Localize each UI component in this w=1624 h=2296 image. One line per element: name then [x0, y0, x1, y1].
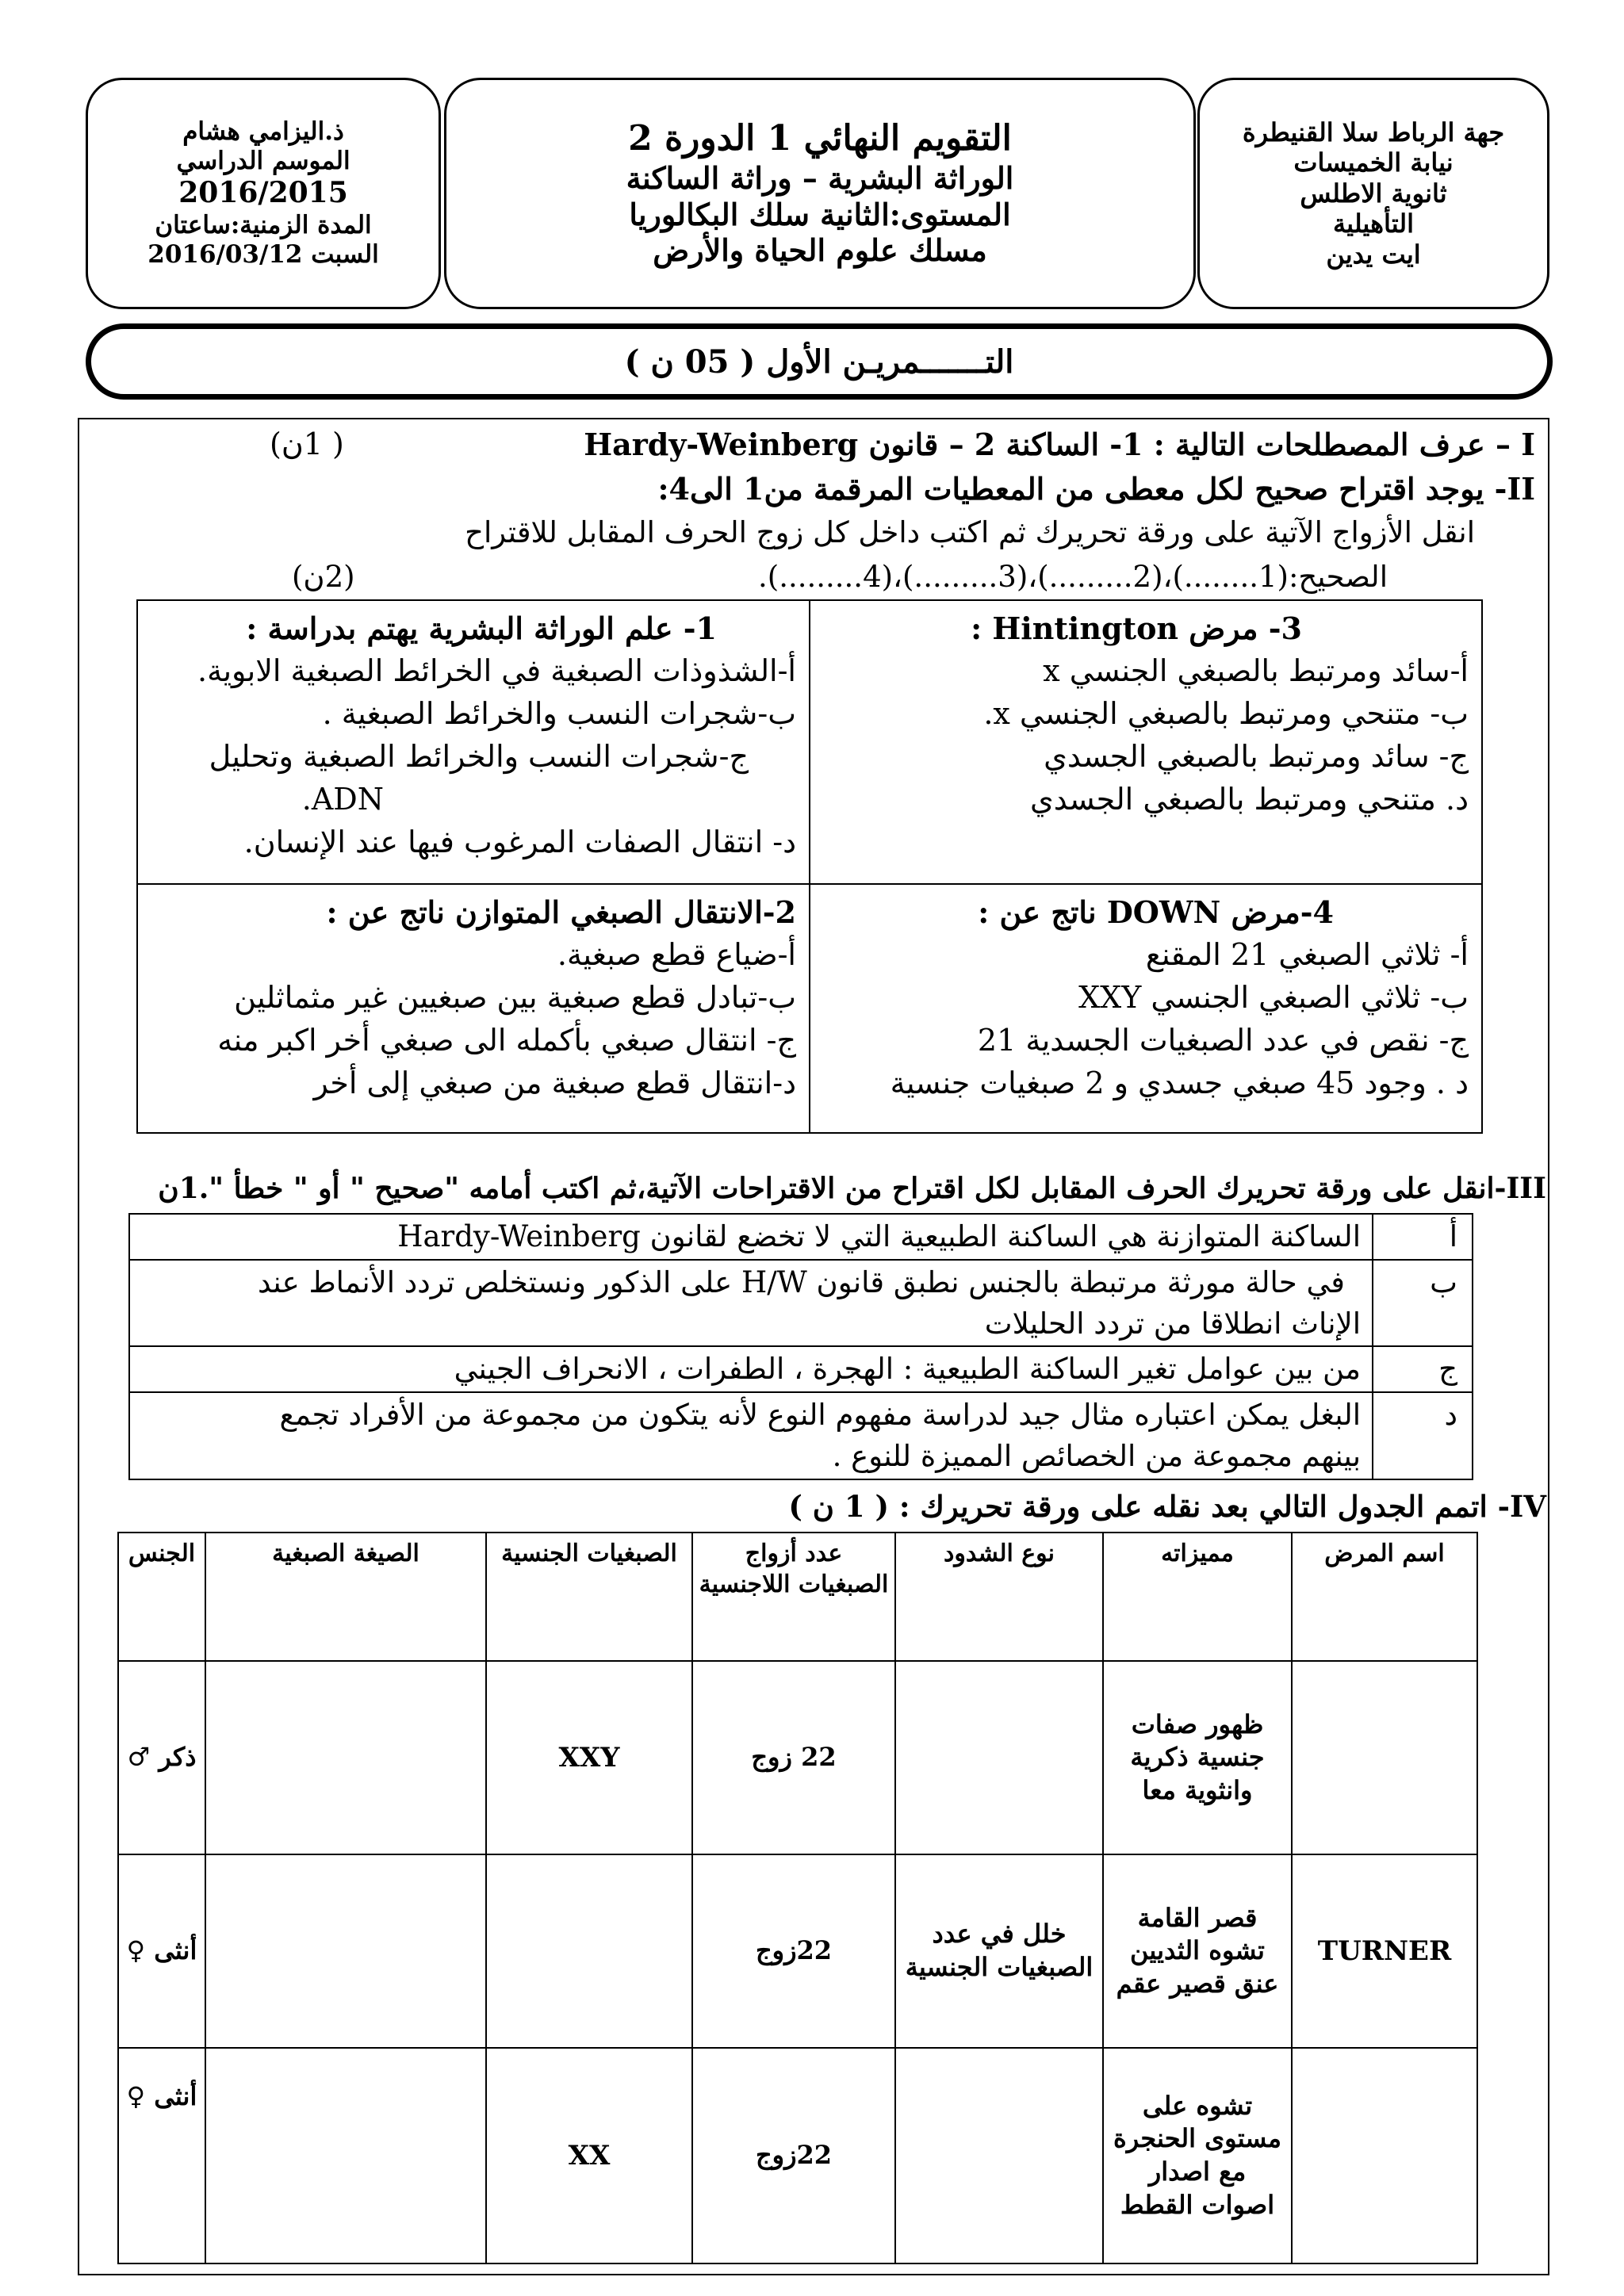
- exam-date: السبت 2016/03/12: [147, 239, 379, 269]
- tf-row: [129, 1346, 1473, 1392]
- exam-info-box: [444, 78, 1196, 309]
- q3-title: 3- مرض Hintington :: [971, 610, 1302, 646]
- part2-title: II- يوجد اقتراح صحيح لكل معطى من المعطيات المرقمة من1 الى4:: [657, 471, 1535, 507]
- q4-title: 4-مرض DOWN ناتج عن :: [978, 894, 1334, 930]
- q1-option-c: ج-شجرات النسب والخرائط الصبغية وتحليل: [209, 738, 749, 774]
- season-year: 2016/2015: [178, 176, 348, 210]
- disease-table-header: [118, 1533, 1477, 1661]
- tf-statement: بينهم مجموعة من الخصائص المميزة للنوع .: [832, 1438, 1361, 1473]
- mcq-question-1: [137, 600, 810, 884]
- part4-title: IV- اتمم الجدول التالي بعد نقله على ورقة تحريرك : ( 1 ن ): [788, 1489, 1546, 1524]
- q1-title: 1- علم الوراثة البشرية يهتم بدراسة :: [246, 610, 717, 646]
- q4-option-d: د . وجود 45 صبغي جسدي و 2 صبغيات جنسية: [890, 1065, 1469, 1100]
- cell-sex: ذكر ♂: [118, 1661, 205, 1854]
- header-features: مميزاته: [1103, 1533, 1292, 1661]
- region-label: جهة الرباط سلا القنيطرة: [1242, 117, 1505, 148]
- tf-statement: في حالة مورثة مرتبطة بالجنس نطبق قانون H/W على الذكور ونستخلص تردد الأنماط عند: [258, 1265, 1345, 1299]
- mcq-question-4: [810, 884, 1482, 1133]
- q3-option-a: أ-سائد ومرتبط بالصبغي الجنسي x: [1043, 652, 1469, 688]
- cell-autosome-pairs: 22 زوج: [692, 1661, 895, 1854]
- q4-option-a: أ- ثلاثي الصبغي 21 المقنع: [1145, 936, 1469, 972]
- q2-option-a: أ-ضياع قطع صبغية.: [557, 936, 796, 972]
- cell-karyotype-formula: [205, 1661, 486, 1854]
- header-autosome-pairs: عدد أزواج الصبغيات اللاجنسية: [692, 1533, 895, 1661]
- school-type-label: التأهيلية: [1333, 209, 1414, 239]
- disease-row: [118, 2048, 1477, 2263]
- mcq-table: [136, 599, 1483, 1134]
- part3-title: III-انقل على ورقة تحريرك الحرف المقابل لكل اقتراح من الاقتراحات الآتية،ثم اكتب أمامه "صحيح " أو " خطأ ".1ن: [158, 1172, 1546, 1205]
- exam-title: التقويم النهائي 1 الدورة 2: [628, 118, 1012, 159]
- tf-text: [129, 1214, 1373, 1260]
- cell-features: قصر القامة تشوه الثديين عنق قصير عقم: [1103, 1854, 1292, 2048]
- q3-option-c: ج- سائد ومرتبط بالصبغي الجسدي: [1044, 738, 1469, 774]
- school-label: ثانوية الاطلس: [1300, 178, 1447, 209]
- q2-title: 2-الانتقال الصبغي المتوازن ناتج عن :: [326, 894, 796, 930]
- cell-disease-name: [1292, 1661, 1477, 1854]
- tf-text: [129, 1346, 1373, 1392]
- header-disease-name: اسم المرض: [1292, 1533, 1477, 1661]
- tf-statement: الساكنة المتوازنة هي الساكنة الطبيعية التي لا تخضع لقانون Hardy-Weinberg: [397, 1219, 1361, 1253]
- q1-option-a: أ-الشذوذات الصبغية في الخرائط الصبغية الابوية.: [197, 652, 796, 688]
- q2-option-d: د-انتقال قطع صبغية من صبغي إلى أخر: [313, 1065, 796, 1100]
- cell-features: تشوه على مستوى الحنجرة مع اصدار اصوات القطط: [1103, 2048, 1292, 2263]
- cell-sex-chromosomes: XX: [486, 2048, 692, 2263]
- cell-sex-chromosomes: XXY: [486, 1661, 692, 1854]
- part2-instruction-2: الصحيح:(1........)،(2.........)،(3.........)،(4.........).: [758, 560, 1388, 594]
- cell-karyotype-formula: [205, 1854, 486, 2048]
- cell-anomaly-type: [895, 2048, 1103, 2263]
- tf-row: [129, 1214, 1473, 1260]
- tf-row: [129, 1392, 1473, 1479]
- tf-text: [129, 1392, 1373, 1479]
- part1-line: [584, 427, 1535, 462]
- disease-table: [117, 1532, 1478, 2264]
- q1-option-c-cont: ADN.: [301, 781, 384, 817]
- tf-key: أ: [1373, 1214, 1473, 1260]
- exam-topic: الوراثة البشرية – وراثة الساكنة: [626, 160, 1014, 196]
- q4-option-b: ب- ثلاثي الصبغي الجنسي XXY: [1078, 979, 1469, 1015]
- tf-statement: من بين عوامل تغير الساكنة الطبيعية : الهجرة ، الطفرات ، الانحراف الجيني: [454, 1352, 1361, 1387]
- exercise-title: التـــــــمريـن الأول ( 05 ن ): [86, 323, 1553, 400]
- part2-instruction-1: انقل الأزواج الآتية على ورقة تحريرك ثم اكتب داخل كل زوج الحرف المقابل للاقتراح: [465, 515, 1475, 549]
- exam-level: المستوى:الثانية سلك البكالوريا: [629, 196, 1011, 232]
- true-false-table: [128, 1213, 1473, 1480]
- exam-track: مسلك علوم الحياة والأرض: [653, 232, 987, 269]
- q1-option-b: ب-شجرات النسب والخرائط الصبغية .: [322, 695, 796, 731]
- duration-label: المدة الزمنية:ساعتان: [155, 210, 372, 239]
- tf-key: د: [1373, 1392, 1473, 1479]
- header-karyotype-formula: الصيغة الصبغية: [205, 1533, 486, 1661]
- teacher-info-box: [86, 78, 441, 309]
- cell-disease-name: TURNER: [1292, 1854, 1477, 2048]
- cell-anomaly-type: خلل في عدد الصبغيات الجنسية: [895, 1854, 1103, 2048]
- tf-key: ج: [1373, 1346, 1473, 1392]
- mcq-question-3: [810, 600, 1482, 884]
- cell-autosome-pairs: 22زوج: [692, 2048, 895, 2263]
- cell-disease-name: [1292, 2048, 1477, 2263]
- q1-option-d: د- انتقال الصفات المرغوب فيها عند الإنسان.: [243, 824, 796, 859]
- cell-autosome-pairs: 22زوج: [692, 1854, 895, 2048]
- tf-key: ب: [1373, 1260, 1473, 1347]
- cell-sex: أنثى ♀: [118, 1854, 205, 2048]
- q2-option-b: ب-تبادل قطع صبغية بين صبغيين غير مثماثلين: [234, 979, 796, 1015]
- directorate-label: نيابة الخميسات: [1293, 147, 1454, 178]
- part1-text: I – عرف المصطلحات التالية : 1- الساكنة 2 – قانون Hardy-Weinberg: [584, 427, 1535, 462]
- teacher-name: ذ.اليزامي هشام: [182, 117, 344, 147]
- q4-option-c: ج- نقص في عدد الصبغيات الجسدية 21: [977, 1022, 1469, 1058]
- cell-karyotype-formula: [205, 2048, 486, 2263]
- part1-points: ( 1ن): [270, 427, 344, 461]
- disease-row: [118, 1854, 1477, 2048]
- cell-sex-chromosomes: [486, 1854, 692, 2048]
- header-anomaly-type: نوع الشدود: [895, 1533, 1103, 1661]
- tf-statement: البغل يمكن اعتباره مثال جيد لدراسة مفهوم النوع لأنه يتكون من مجموعة من الأفراد تجمع: [279, 1398, 1361, 1433]
- q3-option-b: ب- متنحي ومرتبط بالصبغي الجنسي x.: [983, 695, 1469, 731]
- tf-text: [129, 1260, 1373, 1347]
- school-info-box: [1197, 78, 1549, 309]
- season-label: الموسم الدراسي: [176, 147, 350, 176]
- cell-anomaly-type: [895, 1661, 1103, 1854]
- q3-option-d: د. متنحي ومرتبط بالصبغي الجسدي: [1029, 781, 1469, 817]
- header-sex-chromosomes: الصبغيات الجنسية: [486, 1533, 692, 1661]
- mcq-question-2: [137, 884, 810, 1133]
- header-sex: الجنس: [118, 1533, 205, 1661]
- tf-row: [129, 1260, 1473, 1347]
- town-label: ايت يدين: [1326, 239, 1421, 270]
- q2-option-c: ج- انتقال صبغي بأكمله الى صبغي أخر اكبر منه: [217, 1022, 796, 1058]
- tf-statement: الإناث انطلاقا من تردد الحليلات: [984, 1306, 1361, 1341]
- cell-features: ظهور صفات جنسية ذكرية وانثوية معا: [1103, 1661, 1292, 1854]
- part2-points: (2ن): [292, 560, 355, 594]
- cell-sex: أنثى ♀: [118, 2048, 205, 2263]
- disease-row: [118, 1661, 1477, 1854]
